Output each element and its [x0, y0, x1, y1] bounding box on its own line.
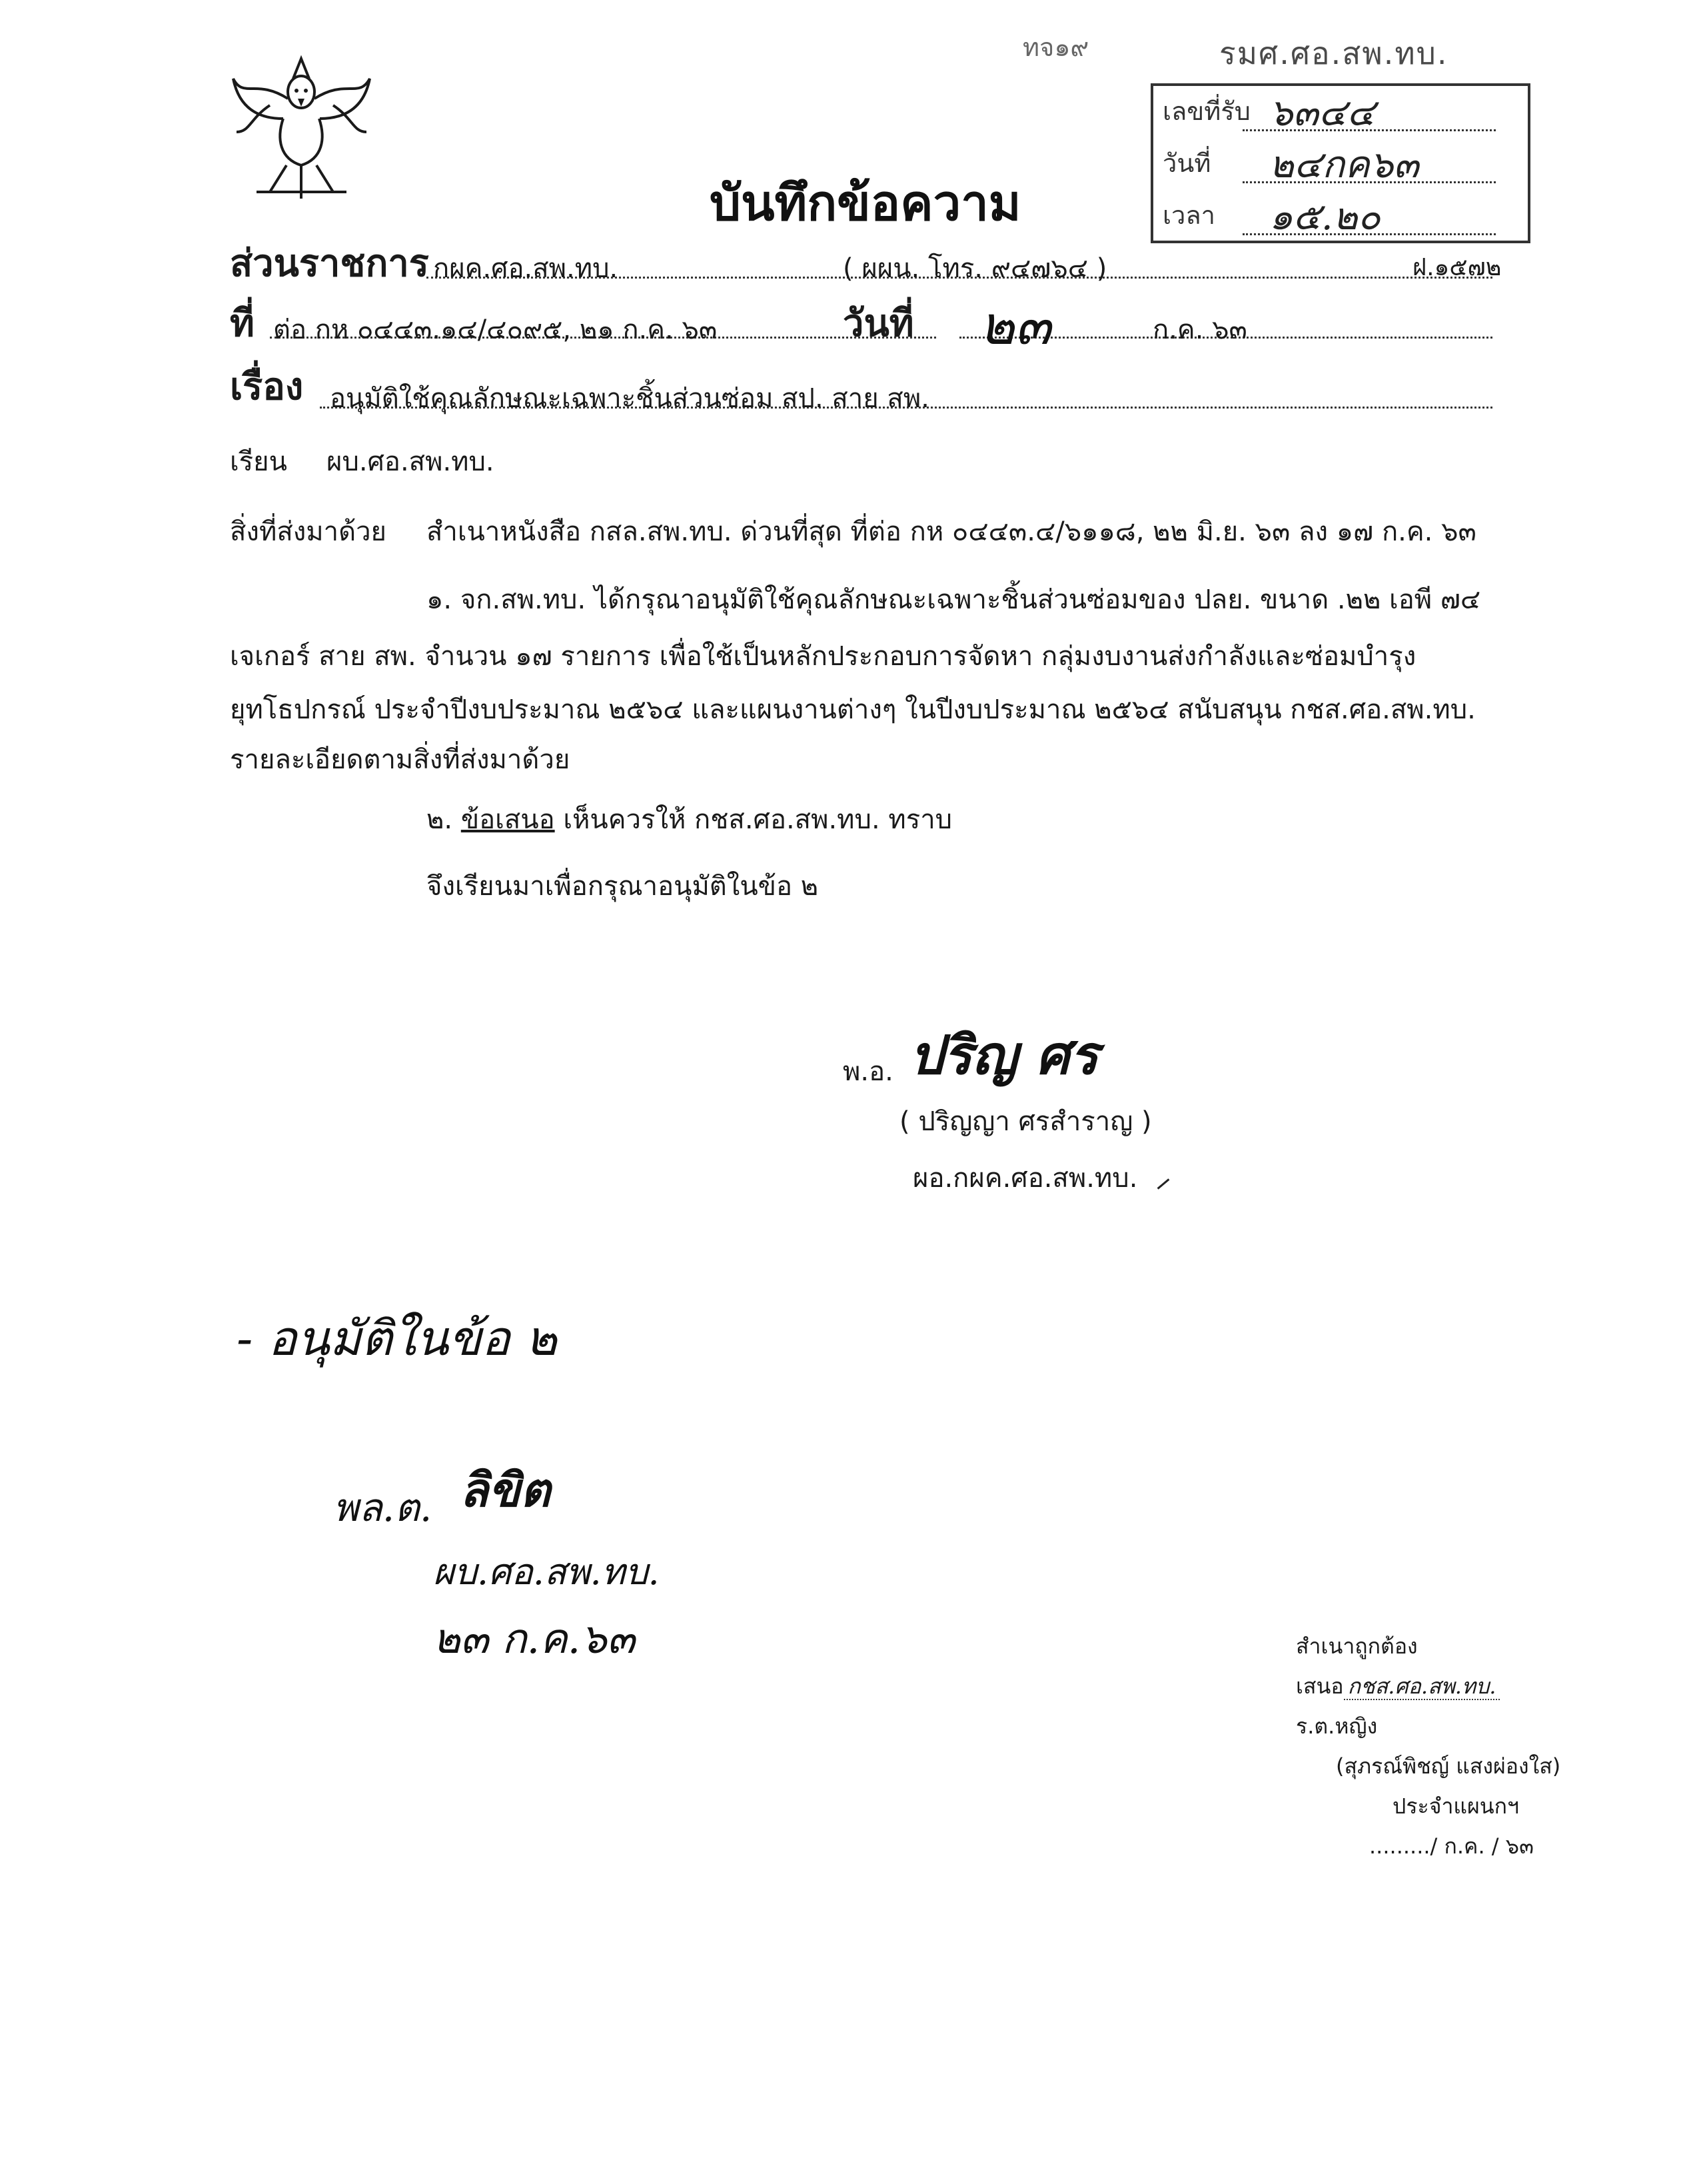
ref-label: ที่	[230, 302, 255, 345]
paragraph-2-number: ๒.	[426, 804, 453, 835]
ref-value: ต่อ กห ๐๔๔๓.๑๔/๔๐๙๕, ๒๑ ก.ค. ๖๓	[273, 315, 718, 345]
garuda-emblem-icon	[230, 52, 373, 202]
certified-line-2-label: เสนอ	[1296, 1673, 1344, 1699]
paragraph-1-line-3: ยุทโธปกรณ์ ประจำปีงบประมาณ ๒๕๖๔ และแผนงานต่างๆ ในปีงบประมาณ ๒๕๖๔ สนับสนุน กชส.ศอ.สพ.ทบ.	[230, 694, 1476, 725]
approval-position: ผบ.ศอ.สพ.ทบ.	[433, 1551, 660, 1593]
signer-signature: ปริญ ศร	[909, 1024, 1099, 1086]
signer-position: ผอ.กผค.ศอ.สพ.ทบ.	[913, 1163, 1138, 1194]
certified-line-2-value: กชส.ศอ.สพ.ทบ.	[1344, 1673, 1500, 1700]
stamp-row-date	[1163, 143, 1496, 187]
certified-line-2	[1296, 1669, 1500, 1703]
stamp-date-value: ๒๔กค๖๓	[1243, 147, 1496, 183]
signer-name: ( ปริญญา ศรสำราญ )	[899, 1106, 1152, 1137]
pen-mark	[1157, 1178, 1170, 1189]
paragraph-1-line-1: ๑. จก.สพ.ทบ. ได้กรุณาอนุมัติใช้คุณลักษณะเฉพาะชิ้นส่วนซ่อมของ ปลย. ขนาด .๒๒ เอพี ๗๔	[426, 584, 1481, 615]
paragraph-2	[426, 800, 952, 840]
certified-line-1: สำเนาถูกต้อง	[1296, 1634, 1418, 1659]
top-mark: ทจ๑๙	[1023, 33, 1089, 62]
closing-text: จึงเรียนมาเพื่อกรุณาอนุมัติในข้อ ๒	[426, 871, 819, 902]
signer-rank: พ.อ.	[843, 1056, 893, 1087]
agency-phone: ( ผผน. โทร. ๙๔๗๖๔ )	[843, 253, 1107, 284]
approval-signature: ลิขิต	[460, 1462, 551, 1518]
agency-value: กผค.ศอ.สพ.ทบ.	[433, 253, 618, 284]
paragraph-1-line-4: รายละเอียดตามสิ่งที่ส่งมาด้วย	[230, 744, 570, 775]
subject-value: อนุมัติใช้คุณลักษณะเฉพาะชิ้นส่วนซ่อม สป. สาย สพ.	[330, 383, 929, 414]
paragraph-2-text: เห็นควรให้ กชส.ศอ.สพ.ทบ. ทราบ	[563, 804, 953, 835]
paragraph-1-line-2: เจเกอร์ สาย สพ. จำนวน ๑๗ รายการ เพื่อใช้เป็นหลักประกอบการจัดหา กลุ่มงบงานส่งกำลังและซ่อมบำรุง	[230, 641, 1416, 672]
date-month: ก.ค. ๖๓	[1153, 315, 1247, 345]
stamp-date-label: วันที่	[1163, 149, 1211, 178]
approval-note: - อนุมัติในข้อ ๒	[237, 1310, 558, 1366]
certified-line-3: ร.ต.หญิง	[1296, 1713, 1378, 1739]
enclosure-value: สำเนาหนังสือ กสล.สพ.ทบ. ด่วนที่สุด ที่ต่อ กห ๐๔๔๓.๔/๖๑๑๘, ๒๒ มิ.ย. ๖๓ ลง ๑๗ ก.ค. ๖๓	[426, 517, 1476, 547]
date-label: วันที่	[843, 302, 914, 345]
certified-line-5: ประจำแผนกฯ	[1393, 1793, 1519, 1819]
stamp-row-time	[1163, 195, 1496, 239]
stamp-org: รมศ.ศอ.สพ.ทบ.	[1219, 35, 1448, 71]
receipt-stamp	[1151, 83, 1530, 243]
stamp-number-label: เลขที่รับ	[1163, 97, 1251, 126]
certified-line-4: (สุภรณ์พิชญ์ แสงผ่องใส)	[1336, 1753, 1561, 1779]
stamp-time-label: เวลา	[1163, 201, 1215, 230]
enclosure-label: สิ่งที่ส่งมาด้วย	[230, 517, 386, 547]
margin-note: ฝ.๑๕๗๒	[1412, 254, 1502, 281]
certified-line-6: ........./ ก.ค. / ๖๓	[1369, 1833, 1534, 1859]
approval-date: ๒๓ ก.ค.๖๓	[433, 1614, 636, 1663]
stamp-row-number	[1163, 91, 1496, 135]
approval-rank: พล.ต.	[333, 1485, 432, 1530]
paragraph-2-label: ข้อเสนอ	[460, 804, 555, 835]
date-day: ๒๓	[979, 295, 1051, 357]
to-value: ผบ.ศอ.สพ.ทบ.	[326, 447, 494, 477]
agency-label: ส่วนราชการ	[230, 242, 429, 285]
stamp-time-value: ๑๕.๒๐	[1243, 199, 1496, 235]
subject-label: เรื่อง	[230, 365, 304, 409]
to-label: เรียน	[230, 447, 287, 477]
document-title: บันทึกข้อความ	[710, 175, 1021, 232]
stamp-number-value: ๖๓๔๔	[1243, 95, 1496, 131]
